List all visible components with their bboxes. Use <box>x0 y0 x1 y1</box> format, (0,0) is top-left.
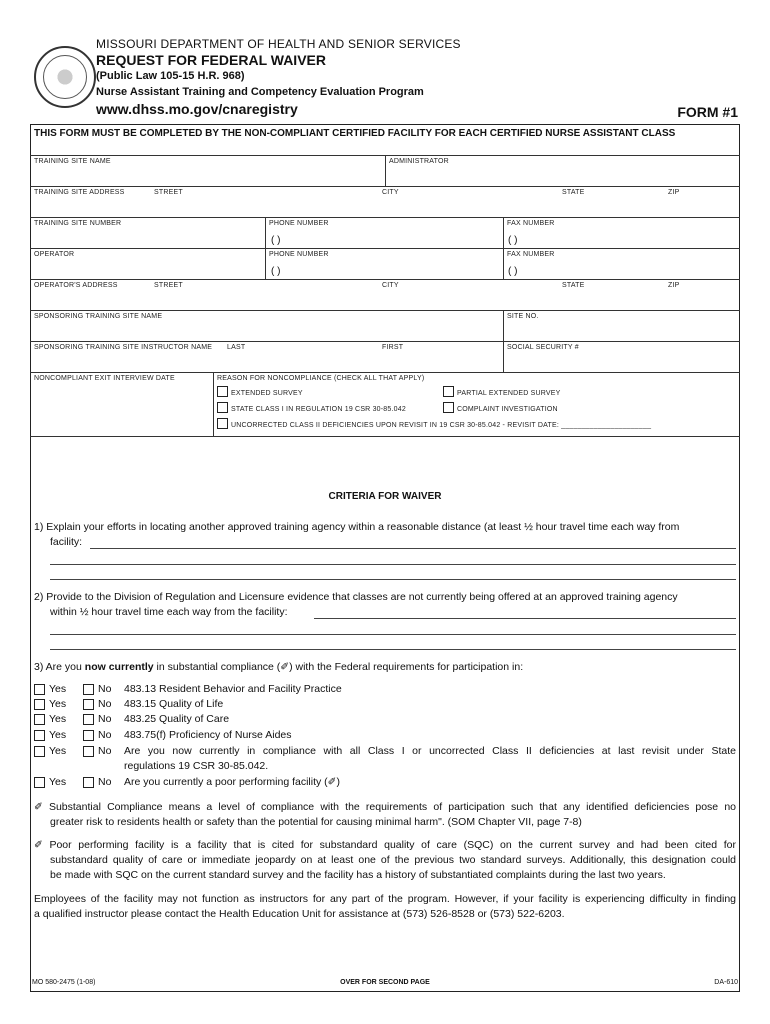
criteria-heading: CRITERIA FOR WAIVER <box>328 491 442 502</box>
area-code-parens: ( ) <box>508 235 518 246</box>
question-3-text: 3) Are you now currently in substantial compliance (✐) with the Federal requirements for participation in: <box>34 661 524 673</box>
yes-no-row: No <box>83 745 111 757</box>
no-checkbox[interactable] <box>83 777 94 788</box>
rule <box>30 372 740 373</box>
yes-checkbox[interactable] <box>34 746 45 757</box>
rule <box>30 217 740 218</box>
divider <box>503 217 504 279</box>
poor-performing-note-cont: be made with SQC on the current standard survey and the facility has a history of substantiated complaints during the last two years. <box>50 869 666 881</box>
yes-no-row: No <box>83 729 111 741</box>
rule <box>30 341 740 342</box>
no-checkbox[interactable] <box>83 730 94 741</box>
divider <box>265 217 266 279</box>
yes-no-row: No <box>83 776 111 788</box>
sponsoring-instructor-field[interactable]: SPONSORING TRAINING SITE INSTRUCTOR NAME <box>34 344 213 351</box>
training-site-number-field[interactable]: TRAINING SITE NUMBER <box>34 220 122 227</box>
question-1-text: 1) Explain your efforts in locating another approved training agency within a reasonable distance (at least ½ hour travel time each way from <box>34 521 680 533</box>
no-checkbox[interactable] <box>83 714 94 725</box>
yes-checkbox[interactable] <box>34 684 45 695</box>
city-label: CITY <box>382 282 399 289</box>
state-label: STATE <box>562 282 585 289</box>
street-label: STREET <box>154 189 183 196</box>
instruction-banner: THIS FORM MUST BE COMPLETED BY THE NON-COMPLIANT CERTIFIED FACILITY FOR EACH CERTIFIED NURSE ASSISTANT CLASS <box>34 128 676 139</box>
reason-label: REASON FOR NONCOMPLIANCE (CHECK ALL THAT APPLY) <box>217 375 425 382</box>
zip-label: ZIP <box>668 189 680 196</box>
state-label: STATE <box>562 189 585 196</box>
checkbox-partial-extended[interactable] <box>443 386 454 397</box>
no-checkbox[interactable] <box>83 684 94 695</box>
partial-extended-label: PARTIAL EXTENDED SURVEY <box>457 390 561 397</box>
yes-no-row: No <box>83 683 111 695</box>
yes-no-row: Yes <box>34 713 66 725</box>
answer-line[interactable] <box>50 649 736 650</box>
operator-field[interactable]: OPERATOR <box>34 251 75 258</box>
yes-checkbox[interactable] <box>34 730 45 741</box>
rule <box>30 279 740 280</box>
yes-checkbox[interactable] <box>34 777 45 788</box>
divider <box>385 155 386 186</box>
no-checkbox[interactable] <box>83 699 94 710</box>
form-number: FORM #1 <box>677 104 738 120</box>
checkbox-extended-survey[interactable] <box>217 386 228 397</box>
state-seal-logo <box>34 46 96 108</box>
checkbox-uncorrected[interactable] <box>217 418 228 429</box>
sponsoring-site-name-field[interactable]: SPONSORING TRAINING SITE NAME <box>34 313 163 320</box>
substantial-compliance-note: ✐ Substantial Compliance means a level of compliance with the requirements of participation such that any identified deficiencies pose no <box>34 801 736 813</box>
fax-number-field[interactable]: FAX NUMBER <box>507 220 555 227</box>
form-title: REQUEST FOR FEDERAL WAIVER <box>96 52 326 68</box>
yes-no-row: Yes <box>34 745 66 757</box>
registry-url[interactable]: www.dhss.mo.gov/cnaregistry <box>96 101 298 117</box>
yes-checkbox[interactable] <box>34 714 45 725</box>
no-checkbox[interactable] <box>83 746 94 757</box>
employees-note: Employees of the facility may not function as instructors for any part of the program. However, if your facility is experiencing difficulty in finding <box>34 893 736 905</box>
checkbox-complaint[interactable] <box>443 402 454 413</box>
program-name: Nurse Assistant Training and Competency Evaluation Program <box>96 86 424 98</box>
phone-number-field[interactable]: PHONE NUMBER <box>269 220 329 227</box>
rule <box>30 248 740 249</box>
answer-line[interactable] <box>314 618 736 619</box>
employees-note-cont: a qualified instructor please contact the Health Education Unit for assistance at (573) 526-8528 or (573) 522-6203. <box>34 908 565 920</box>
public-law: (Public Law 105-15 H.R. 968) <box>96 70 245 82</box>
poor-performing-note-cont: substandard quality of care or immediate jeopardy on at least one of the previous two standard surveys. Additionally, this designation could <box>50 854 736 866</box>
question-2-text: 2) Provide to the Division of Regulation and Licensure evidence that classes are not currently being offered at an approved training agency <box>34 591 678 603</box>
state-class-label: STATE CLASS I IN REGULATION 19 CSR 30-85.042 <box>231 406 406 413</box>
answer-line[interactable] <box>50 634 736 635</box>
department-name: MISSOURI DEPARTMENT OF HEALTH AND SENIOR SERVICES <box>96 37 461 51</box>
divider <box>213 372 214 436</box>
answer-line[interactable] <box>50 579 736 580</box>
over-for-second-page: OVER FOR SECOND PAGE <box>340 979 430 986</box>
area-code-parens: ( ) <box>271 266 281 277</box>
criteria-item: 483.15 Quality of Life <box>124 698 224 710</box>
question-2-continued: within ½ hour travel time each way from the facility: <box>50 606 288 618</box>
operators-address-field[interactable]: OPERATOR'S ADDRESS <box>34 282 118 289</box>
substantial-compliance-note-cont: greater risk to residents health or safety than the potential for causing minimal harm". (SOM Chapter VII, page 7-8) <box>50 816 582 828</box>
criteria-item: Are you now currently in compliance with all Class I or uncorrected Class II deficiencies at last revisit under State <box>124 745 736 757</box>
area-code-parens: ( ) <box>508 266 518 277</box>
training-site-address-field[interactable]: TRAINING SITE ADDRESS <box>34 189 125 196</box>
answer-line[interactable] <box>90 548 736 549</box>
rule <box>30 310 740 311</box>
training-site-name-field[interactable]: TRAINING SITE NAME <box>34 158 111 165</box>
yes-checkbox[interactable] <box>34 699 45 710</box>
administrator-field[interactable]: ADMINISTRATOR <box>389 158 449 165</box>
yes-no-row: No <box>83 713 111 725</box>
exit-interview-date-field[interactable]: NONCOMPLIANT EXIT INTERVIEW DATE <box>34 375 175 382</box>
last-label: LAST <box>227 344 246 351</box>
uncorrected-label: UNCORRECTED CLASS II DEFICIENCIES UPON REVISIT IN 19 CSR 30-85.042 - REVISIT DATE: ______________________ <box>231 422 652 429</box>
complaint-label: COMPLAINT INVESTIGATION <box>457 406 558 413</box>
yes-no-row: Yes <box>34 729 66 741</box>
criteria-item: Are you currently a poor performing facility (✐) <box>124 776 340 788</box>
yes-no-row: No <box>83 698 111 710</box>
criteria-item-continued: regulations 19 CSR 30-85.042. <box>124 760 269 772</box>
question-1-facility-label: facility: <box>50 536 83 548</box>
poor-performing-note: ✐ Poor performing facility is a facility that is cited for substandard quality of care (SQC) on the current survey and had been cited for <box>34 839 736 851</box>
form-code: MO 580-2475 (1-08) <box>32 979 96 986</box>
criteria-item: 483.75(f) Proficiency of Nurse Aides <box>124 729 292 741</box>
yes-no-row: Yes <box>34 776 66 788</box>
criteria-item: 483.13 Resident Behavior and Facility Practice <box>124 683 342 695</box>
checkbox-state-class[interactable] <box>217 402 228 413</box>
rule <box>30 436 740 437</box>
operator-fax-field[interactable]: FAX NUMBER <box>507 251 555 258</box>
divider <box>503 310 504 372</box>
ssn-field[interactable]: SOCIAL SECURITY # <box>507 344 579 351</box>
rule <box>30 186 740 187</box>
site-no-field[interactable]: SITE NO. <box>507 313 539 320</box>
da-code: DA-610 <box>714 979 738 986</box>
yes-no-row: Yes <box>34 683 66 695</box>
area-code-parens: ( ) <box>271 235 281 246</box>
extended-survey-label: EXTENDED SURVEY <box>231 390 303 397</box>
yes-no-row: Yes <box>34 698 66 710</box>
first-label: FIRST <box>382 344 404 351</box>
zip-label: ZIP <box>668 282 680 289</box>
street-label: STREET <box>154 282 183 289</box>
answer-line[interactable] <box>50 564 736 565</box>
criteria-item: 483.25 Quality of Care <box>124 713 230 725</box>
city-label: CITY <box>382 189 399 196</box>
operator-phone-field[interactable]: PHONE NUMBER <box>269 251 329 258</box>
